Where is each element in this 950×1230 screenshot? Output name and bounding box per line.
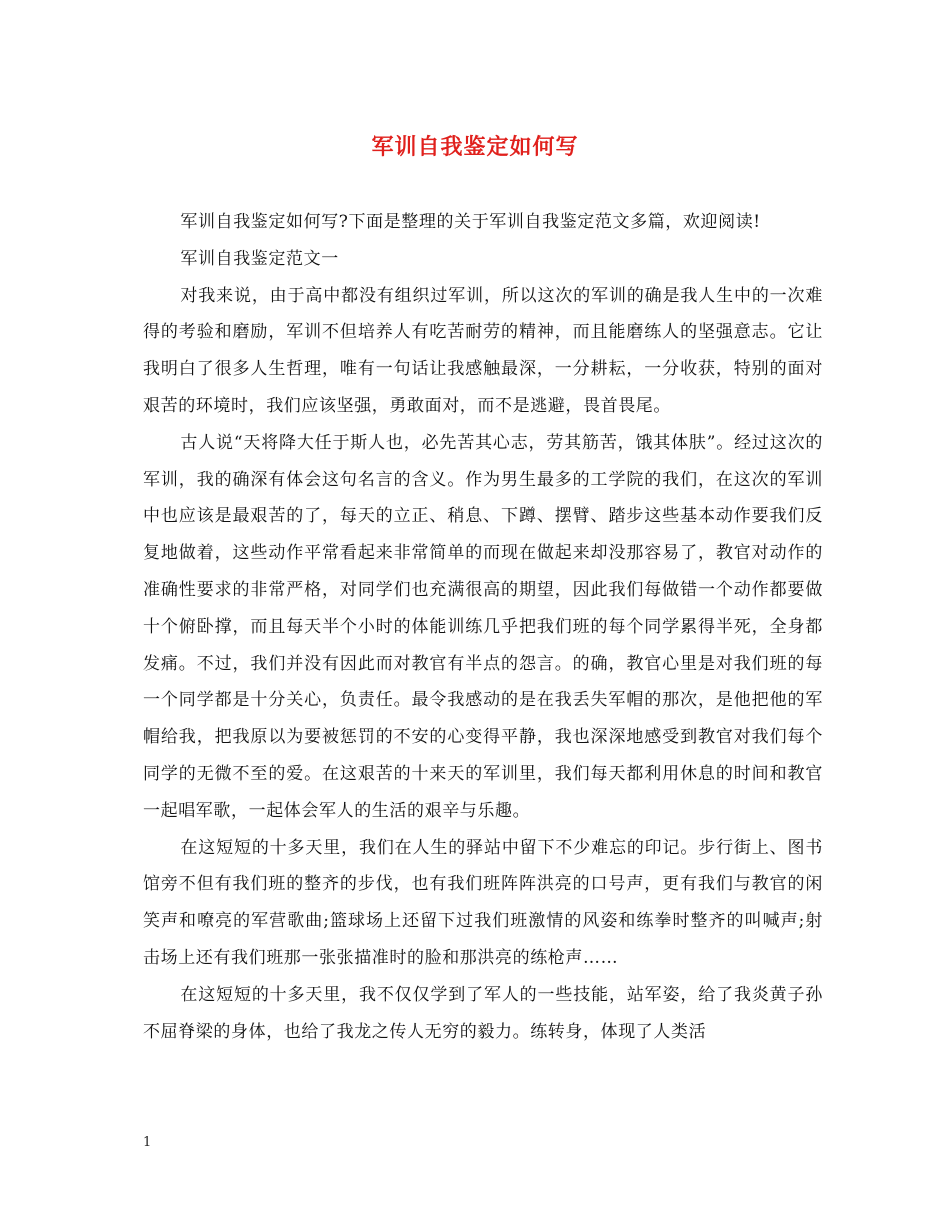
page-number: 1 [143,1135,152,1150]
section-heading: 军训自我鉴定范文一 [180,248,339,269]
intro-paragraph: 军训自我鉴定如何写?下面是整理的关于军训自我鉴定范文多篇，欢迎阅读! [180,212,761,232]
body-paragraph: 对我来说，由于高中都没有组织过军训，所以这次的军训的确是我人生中的一次难得的考验和磨励，军训不但培养人有吃苦耐劳的精神，而且能磨练人的坚强意志。它让我明白了很多人生哲理，唯有一句话让我感触最深，一分耕耘，一分收获，特别的面对艰苦的环境时，我们应该坚强，勇敢面对，而不是逃避，畏首畏尾。 [143,285,823,416]
document-body [143,204,823,1050]
body-paragraph: 在这短短的十多天里，我们在人生的驿站中留下不少难忘的印记。步行街上、图书馆旁不但有我们班的整齐的步伐，也有我们班阵阵洪亮的口号声，更有我们与教官的闲笑声和嘹亮的军营歌曲;篮球场上还留下过我们班激情的风姿和练拳时整齐的叫喊声;射击场上还有我们班那一张张描准时的脸和那洪亮的练枪声…… [143,837,823,968]
body-paragraph: 在这短短的十多天里，我不仅仅学到了军人的一些技能，站军姿，给了我炎黄子孙不屈脊梁的身体，也给了我龙之传人无穷的毅力。练转身，体现了人类活 [143,984,823,1042]
body-paragraph: 古人说“天将降大任于斯人也，必先苦其心志，劳其筋苦，饿其体肤”。经过这次的军训，我的确深有体会这句名言的含义。作为男生最多的工学院的我们，在这次的军训中也应该是最艰苦的了，每天的立正、稍息、下蹲、摆臂、踏步这些基本动作要我们反复地做着，这些动作平常看起来非常简单的而现在做起来却没那容易了，教官对动作的准确性要求的非常严格，对同学们也充满很高的期望，因此我们每做错一个动作都要做十个俯卧撑，而且每天半个小时的体能训练几乎把我们班的每个同学累得半死，全身都发痛。不过，我们并没有因此而对教官有半点的怨言。的确，教官心里是对我们班的每一个同学都是十分关心，负责任。最令我感动的是在我丢失军帽的那次，是他把他的军帽给我，把我原以为要被惩罚的不安的心变得平静，我也深深地感受到教官对我们每个同学的无微不至的爱。在这艰苦的十来天的军训里，我们每天都利用休息的时间和教官一起唱军歌，一起体会军人的生活的艰辛与乐趣。 [143,432,823,821]
document-title: 军训自我鉴定如何写 [371,134,579,160]
